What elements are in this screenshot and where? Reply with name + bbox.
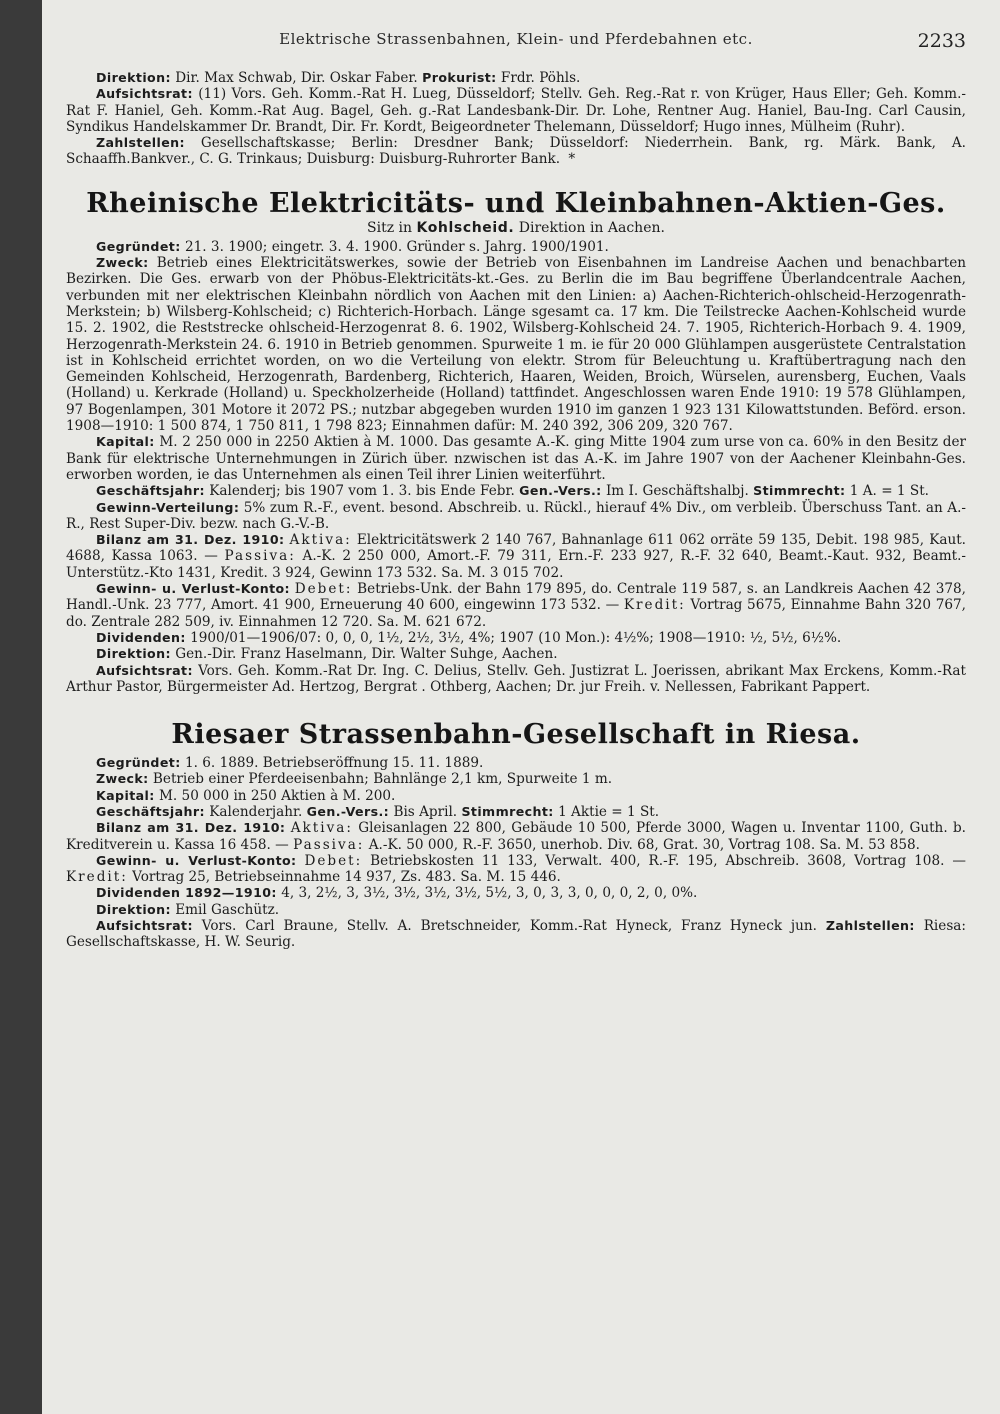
aktiva-label: Aktiva: <box>290 820 353 837</box>
guv-paragraph <box>66 581 966 630</box>
genvers-text: Im I. Geschäftshalbj. <box>605 483 749 500</box>
gegruendet-paragraph <box>66 239 966 255</box>
direktion-paragraph <box>66 902 966 918</box>
prokurist-label: Prokurist: <box>422 70 497 85</box>
dividenden-text: 4, 3, 2½, 3, 3½, 3½, 3½, 3½, 5½, 3, 0, 3, 3, 0, 0, 0, 2, 0, 0%. <box>281 885 698 902</box>
stimmrecht-text: 1 A. = 1 St. <box>849 483 929 500</box>
kapital-text: M. 50 000 in 250 Aktien à M. 200. <box>159 787 396 804</box>
kredit-label: Kredit: <box>623 597 686 614</box>
page-body <box>66 30 966 951</box>
dividenden-paragraph <box>66 630 966 646</box>
dividenden-label: Dividenden 1892—1910: <box>96 885 277 901</box>
geschaeftsjahr-text: Kalenderj; bis 1907 vom 1. 3. bis Ende Febr. <box>209 483 515 500</box>
zahlstellen-paragraph <box>66 135 966 168</box>
dividenden-label: Dividenden: <box>96 629 186 645</box>
document-page <box>42 0 1000 1414</box>
stimmrecht-label: Stimmrecht: <box>461 803 554 819</box>
gegruendet-paragraph <box>66 755 966 771</box>
seat-prefix: Sitz in <box>367 219 413 236</box>
aufsichtsrat-label: Aufsichtsrat: <box>96 918 193 934</box>
aufsichtsrat-label: Aufsichtsrat: <box>96 662 193 678</box>
kapital-label: Kapital: <box>96 787 155 803</box>
genvers-label: Gen.-Vers.: <box>306 803 390 819</box>
direktion-paragraph <box>66 646 966 662</box>
bilanz-passiva: A.-K. 50 000, R.-F. 3650, unerhob. Div. 68, Grat. 30, Vortrag 108. Sa. M. 53 858. <box>368 836 920 853</box>
guv-debet: Betriebs-Unk. der Bahn 179 895, do. Centrale 119 587, s. an Landkreis Aachen 42 378, Handl.-Unk. 23 777, Amort. 41 900, Erneuerung 40 600, eingewinn 173 532. — <box>66 581 966 614</box>
bilanz-paragraph <box>66 532 966 581</box>
direktion-text: Gen.-Dir. Franz Haselmann, Dir. Walter Suhge, Aachen. <box>175 646 558 663</box>
company-title: Rheinische Elektricitäts- und Kleinbahnen-Aktien-Ges. <box>86 187 946 219</box>
prokurist-text: Frdr. Pöhls. <box>500 70 581 86</box>
running-title: Elektrische Strassenbahnen, Klein- und Pferdebahnen etc. <box>279 30 753 48</box>
debet-label: Debet: <box>294 581 353 598</box>
aufsichtsrat-text: Vors. Geh. Komm.-Rat Dr. Ing. C. Delius, Stellv. Geh. Justizrat L. Joerissen, abrikant Max Erckens, Komm.-Rat Arthur Pastor, Bürgermeister Ad. Hertzog, Bergrat . Othberg, Aachen; Dr. jur Freih. v. Nellessen, Fabrikant Pappert. <box>66 662 966 695</box>
geschaeftsjahr-label: Geschäftsjahr: <box>96 483 205 499</box>
zweck-paragraph <box>66 255 966 434</box>
dividenden-paragraph <box>66 885 966 901</box>
passiva-label: Passiva: <box>293 836 365 853</box>
zweck-label: Zweck: <box>96 255 149 271</box>
gewinnverteilung-paragraph <box>66 500 966 533</box>
gewinnverteilung-label: Gewinn-Verteilung: <box>96 499 240 515</box>
guv-label: Gewinn- u. Verlust-Konto: <box>96 852 297 868</box>
kapital-text: M. 2 250 000 in 2250 Aktien à M. 1000. Das gesamte A.-K. ging Mitte 1904 zum urse von ca. 60% in den Besitz der Bank für elektrische Unternehmungen in Zürich über. nzwischen ist das A.-K. im Jahre 1907 von der Aachener Kleinbahn-Ges. erworben worden, ie das Unternehmen als einen Teil ihrer Linien weiterführt. <box>66 434 966 483</box>
bilanz-paragraph <box>66 820 966 853</box>
guv-paragraph <box>66 853 966 886</box>
zweck-label: Zweck: <box>96 771 149 787</box>
zweck-paragraph <box>66 771 966 787</box>
top-entry <box>66 70 966 168</box>
guv-debet: Betriebskosten 11 133, Verwalt. 400, R.-F. 195, Abschreib. 3608, Vortrag 108. — <box>370 852 966 869</box>
direktion-text: Emil Gaschütz. <box>175 901 280 918</box>
bilanz-label: Bilanz am 31. Dez. 1910: <box>96 820 286 836</box>
gegruendet-text: 1. 6. 1889. Betriebseröffnung 15. 11. 1889. <box>184 755 484 772</box>
aufsichtsrat-text: Vors. Carl Braune, Stellv. A. Bretschneider, Komm.-Rat Hyneck, Franz Hyneck jun. <box>201 918 817 935</box>
bilanz-aktiva: Elektricitätswerk 2 140 767, Bahnanlage 611 062 orräte 59 135, Debit. 198 985, Kaut. 4688, Kassa 1063. — <box>66 532 967 565</box>
geschaeftsjahr-paragraph <box>66 804 966 820</box>
zahlstellen-label: Zahlstellen: <box>825 918 915 934</box>
footnote-mark: * <box>568 151 576 168</box>
aufsichtsrat-paragraph <box>66 918 966 951</box>
aufsichtsrat-paragraph <box>66 86 966 135</box>
bilanz-label: Bilanz am 31. Dez. 1910: <box>96 532 285 548</box>
aufsichtsrat-text: (11) Vors. Geh. Komm.-Rat H. Lueg, Düsseldorf; Stellv. Geh. Reg.-Rat r. von Krüger, Haus Eller; Geh. Komm.-Rat F. Haniel, Geh. Komm.-Rat Aug. Bagel, Geh. g.-Rat Landesbank-Dir. Dr. Lohe, Rentner Aug. Haniel, Bau-Ing. Carl Causin, Syndikus Handelskammer Dr. Brandt, Dir. Fr. Kordt, Beigeordneter Thelemann, Düsseldorf; Hugo innes, Mülheim (Ruhr). <box>66 86 966 135</box>
gegruendet-label: Gegründet: <box>96 755 181 771</box>
direktion-text: Dir. Max Schwab, Dir. Oskar Faber. <box>175 70 418 86</box>
direktion-label: Direktion: <box>96 70 171 85</box>
geschaeftsjahr-paragraph <box>66 483 966 499</box>
guv-label: Gewinn- u. Verlust-Konto: <box>96 581 290 597</box>
kapital-paragraph <box>66 788 966 804</box>
aufsichtsrat-paragraph <box>66 663 966 696</box>
bilanz-aktiva: Gleisanlagen 22 800, Gebäude 10 500, Pferde 3000, Wagen u. Inventar 1100, Guth. b. Kreditverein u. Kassa 16 458. — <box>66 820 966 853</box>
guv-kredit: Vortrag 25, Betriebseinnahme 14 937, Zs. 483. Sa. M. 15 446. <box>132 869 561 886</box>
kredit-label: Kredit: <box>66 869 128 886</box>
direktion-label: Direktion: <box>96 901 171 917</box>
kapital-label: Kapital: <box>96 434 155 450</box>
debet-label: Debet: <box>304 852 363 869</box>
gewinnverteilung-text: 5% zum R.-F., event. besond. Abschreib. u. Rückl., hierauf 4% Div., om verbleib. Überschuss Tant. an A.-R., Rest Super-Div. bezw. nach G.-V.-B. <box>66 499 966 532</box>
zahlstellen-text: Gesellschaftskasse; Berlin: Dresdner Bank; Düsseldorf: Niederrhein. Bank, rg. Märk. Bank, A. Schaaffh.Bankver., C. G. Trinkaus; Duisburg: Duisburg-Ruhrorter Bank. <box>66 135 966 168</box>
gegruendet-label: Gegründet: <box>96 238 181 254</box>
company-seat <box>66 220 966 237</box>
zweck-text: Betrieb eines Elektricitätswerkes, sowie der Betrieb von Eisenbahnen im Landreise Aachen und benachbarten Bezirken. Die Ges. erwarb von der Phöbus-Elektricitäts-kt.-Ges. zu Berlin die im Bau begriffene Überlandcentrale Aachen, verbunden mit ner elektrischen Kleinbahn nördlich von Aachen mit den Linien: a) Aachen-Richterich-ohlscheid-Herzogenrath-Merkstein; b) Wilsberg-Kohlscheid; c) Richterich-Horbach. Länge sgesamt ca. 17 km. Die Teilstrecke Aachen-Kohlscheid wurde 15. 2. 1902, die Reststrecke ohlscheid-Herzogenrat 8. 6. 1902, Wilsberg-Kohlscheid 24. 7. 1905, Richterich-Horbach 9. 4. 1909, Herzogenrath-Merkstein 24. 6. 1910 in Betrieb genommen. Spurweite 1 m. ie für 20 000 Glühlampen ausgerüstete Centralstation ist in Kohlscheid errichtet worden, on wo die Verteilung von elektr. Strom für Beleuchtung u. Kraftübertragung nach den Gemeinden Kohlscheid, Herzogenrath, Bardenberg, Richterich, Haaren, Weiden, Broich, Würselen, aurensberg, Euchen, Vaals (Holland) u. Kerkrade (Holland) u. Speckholzerheide (Holland) tattfindet. Angeschlossen waren Ende 1910: 19 578 Glühlampen, 97 Bogenlampen, 301 Motore it 2072 PS.; nutzbar abgegeben wurden 1910 im ganzen 1 923 131 Kilowattstunden. Beförd. erson. 1908—1910: 1 500 874, 1 750 811, 1 798 823; Einnahmen dafür: M. 240 392, 306 209, 320 767. <box>66 255 966 435</box>
gegruendet-text: 21. 3. 1900; eingetr. 3. 4. 1900. Gründer s. Jahrg. 1900/1901. <box>184 238 609 255</box>
stimmrecht-text: 1 Aktie = 1 St. <box>558 803 660 820</box>
bilanz-passiva: A.-K. 2 250 000, Amort.-F. 79 311, Ern.-F. 233 927, R.-F. 32 640, Beamt.-Kaut. 932, Beamt.-Unterstütz.-Kto 1431, Kredit. 3 924, Gewinn 173 532. Sa. M. 3 015 702. <box>66 548 966 581</box>
aktiva-label: Aktiva: <box>289 532 352 549</box>
aufsichtsrat-label: Aufsichtsrat: <box>96 86 193 102</box>
zahlstellen-label: Zahlstellen: <box>96 135 185 151</box>
zahlstellen-text: Riesa: Gesellschaftskasse, H. W. Seurig. <box>66 918 966 951</box>
running-head <box>66 30 966 56</box>
stimmrecht-label: Stimmrecht: <box>753 483 846 499</box>
geschaeftsjahr-text: Kalenderjahr. <box>209 803 303 820</box>
kapital-paragraph <box>66 434 966 483</box>
seat-city: Kohlscheid. <box>416 219 515 236</box>
direktion-label: Direktion: <box>96 646 171 662</box>
passiva-label: Passiva: <box>224 548 296 565</box>
company-entry-rheinische <box>66 188 966 695</box>
genvers-text: Bis April. <box>393 803 458 820</box>
dividenden-text: 1900/01—1906/07: 0, 0, 0, 1½, 2½, 3½, 4%; 1907 (10 Mon.): 4½%; 1908—1910: ½, 5½, 6½%. <box>190 629 842 646</box>
guv-kredit: Vortrag 5675, Einnahme Bahn 320 767, do. Zentrale 282 509, iv. Einnahmen 12 720. Sa. M. 621 672. <box>66 597 967 630</box>
direktion-paragraph <box>66 70 966 86</box>
genvers-label: Gen.-Vers.: <box>519 483 602 499</box>
zweck-text: Betrieb einer Pferdeeisenbahn; Bahnlänge 2,1 km, Spurweite 1 m. <box>152 771 613 788</box>
company-entry-riesaer <box>66 719 966 951</box>
geschaeftsjahr-label: Geschäftsjahr: <box>96 803 205 819</box>
page-number: 2233 <box>917 30 966 52</box>
company-title: Riesaer Strassenbahn-Gesellschaft in Riesa. <box>171 719 861 751</box>
seat-suffix: Direktion in Aachen. <box>518 219 665 236</box>
